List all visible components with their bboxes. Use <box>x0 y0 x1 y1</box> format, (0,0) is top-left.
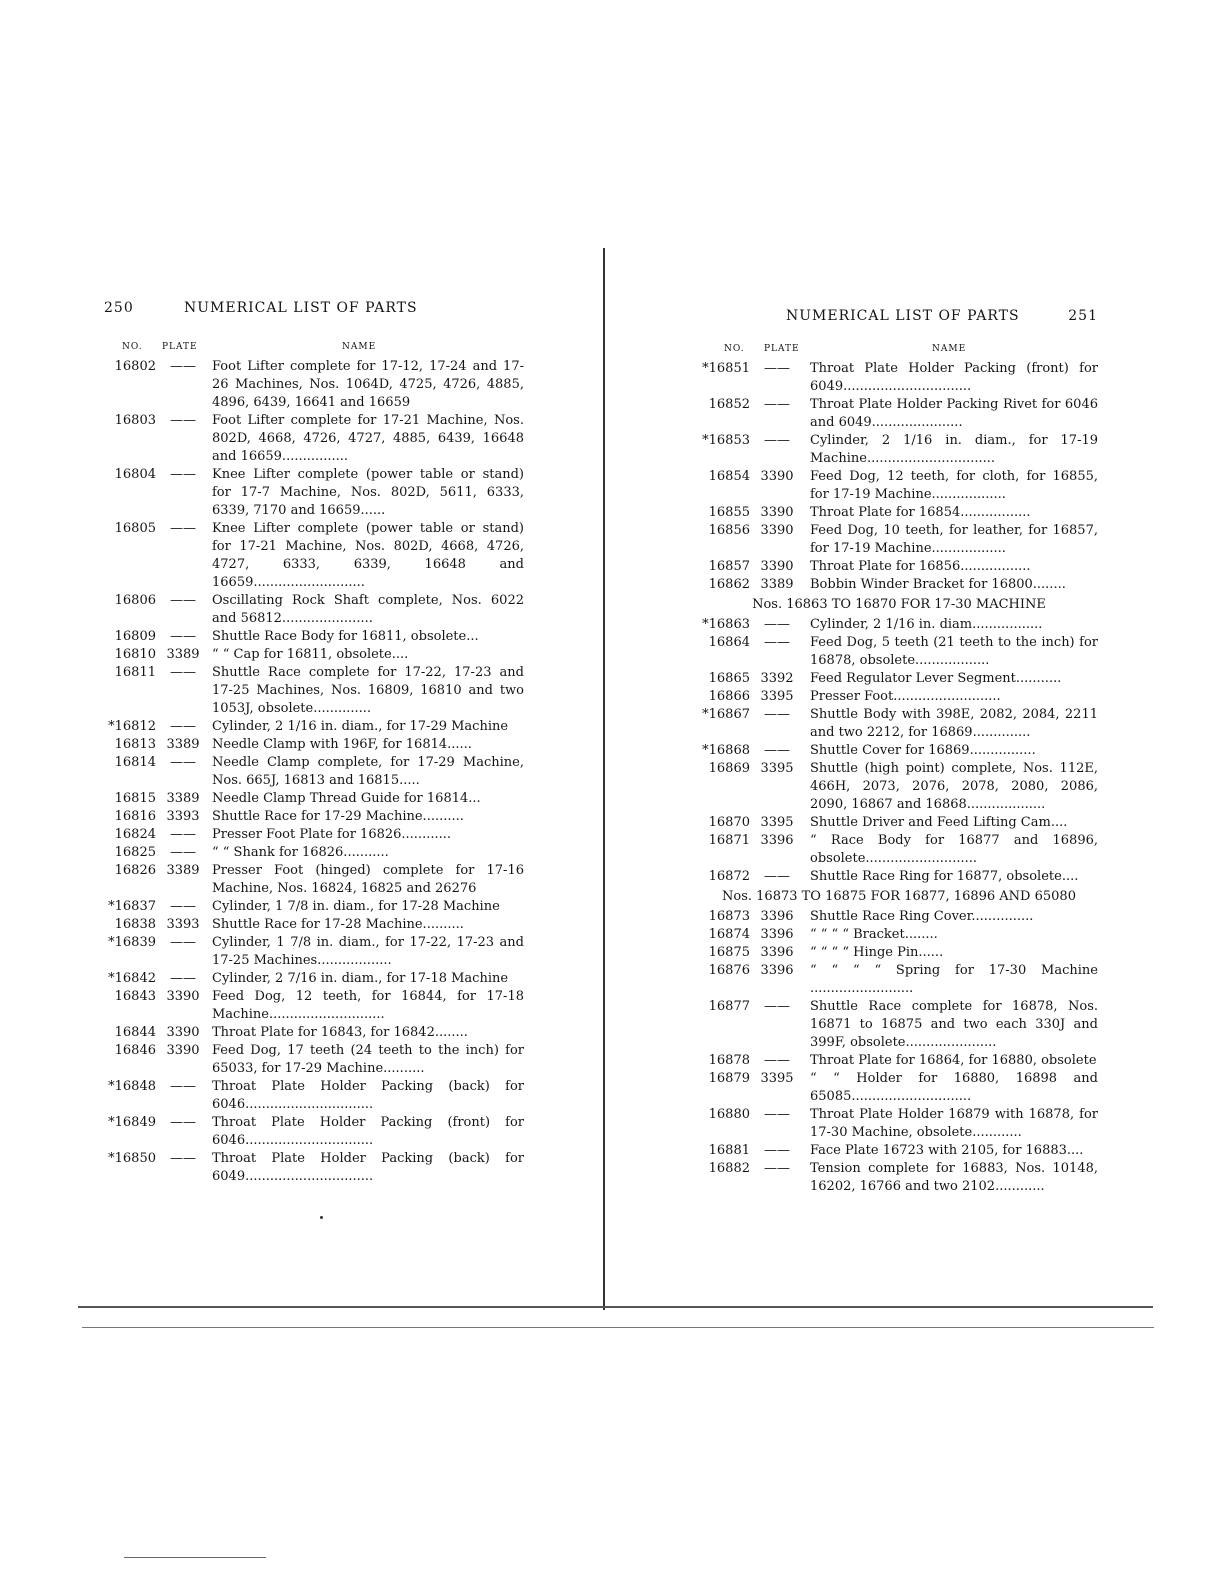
part-number: *16853 <box>702 433 750 448</box>
part-entry <box>700 1106 1098 1142</box>
plate-number: —— <box>170 629 196 644</box>
part-number: 16802 <box>114 359 156 374</box>
part-number: 16826 <box>114 863 156 878</box>
part-number: 16844 <box>114 1025 156 1040</box>
part-name: Feed Dog, 17 teeth (24 teeth to the inch) for 65033, for 17-29 Machine.......... <box>212 1043 524 1076</box>
plate-number: 3395 <box>760 689 794 704</box>
plate-number: —— <box>170 1079 196 1094</box>
part-name: Throat Plate Holder 16879 with 16878, for 17-30 Machine, obsolete............ <box>810 1107 1098 1140</box>
plate-number: 3395 <box>760 815 794 830</box>
part-name: Throat Plate Holder Packing (back) for 6049............................... <box>212 1151 524 1184</box>
plate-number: 3389 <box>166 647 200 662</box>
plate-number: —— <box>170 845 196 860</box>
part-name: Cylinder, 2 1/16 in. diam., for 17-19 Machine............................... <box>810 433 1098 466</box>
plate-number: 3390 <box>166 1025 200 1040</box>
part-entry <box>700 908 1098 926</box>
right-parts-list-3 <box>700 908 1098 1196</box>
col-plate-header: PLATE <box>764 344 800 354</box>
part-entry <box>700 522 1098 558</box>
part-name: Cylinder, 2 1/16 in. diam., for 17-29 Machine <box>212 719 509 734</box>
part-number: *16849 <box>108 1115 156 1130</box>
part-name: Shuttle Cover for 16869................ <box>810 743 1036 758</box>
part-number: *16868 <box>702 743 750 758</box>
part-number: 16874 <box>708 927 750 942</box>
plate-number: —— <box>764 1053 790 1068</box>
part-number: 16876 <box>708 963 750 978</box>
part-name: “ Race Body for 16877 and 16896, obsolete........................... <box>810 833 1098 866</box>
plate-number: 3393 <box>166 809 200 824</box>
part-entry <box>104 592 524 628</box>
plate-number: 3390 <box>760 505 794 520</box>
part-entry <box>104 412 524 466</box>
plate-number: 3390 <box>760 523 794 538</box>
part-number: *16842 <box>108 971 156 986</box>
part-name: Feed Dog, 12 teeth, for cloth, for 16855, for 17-19 Machine.................. <box>810 469 1098 502</box>
part-entry <box>104 970 524 988</box>
part-name: Needle Clamp complete, for 17-29 Machine, Nos. 665J, 16813 and 16815..... <box>212 755 524 788</box>
plate-number: —— <box>170 935 196 950</box>
part-number: *16848 <box>108 1079 156 1094</box>
part-number: 16865 <box>708 671 750 686</box>
part-entry <box>104 736 524 754</box>
plate-number: 3390 <box>166 989 200 1004</box>
part-name: Bobbin Winder Bracket for 16800........ <box>810 577 1066 592</box>
part-name: Shuttle Race complete for 16878, Nos. 16871 to 16875 and two each 330J and 399F, obsolete...................... <box>810 999 1098 1050</box>
part-entry <box>104 520 524 592</box>
part-entry <box>700 504 1098 522</box>
part-entry <box>104 1024 524 1042</box>
right-parts-list-1 <box>700 360 1098 594</box>
part-name: Presser Foot (hinged) complete for 17-16 Machine, Nos. 16824, 16825 and 26276 <box>212 863 524 896</box>
part-number: 16824 <box>114 827 156 842</box>
col-plate-header: PLATE <box>162 342 198 352</box>
part-number: *16837 <box>108 899 156 914</box>
part-entry <box>700 760 1098 814</box>
part-number: 16803 <box>114 413 156 428</box>
part-entry <box>700 558 1098 576</box>
part-number: 16816 <box>114 809 156 824</box>
part-entry <box>104 934 524 970</box>
plate-number: —— <box>764 361 790 376</box>
part-entry <box>700 962 1098 998</box>
part-name: “ “ “ “ Spring for 17-30 Machine ......................... <box>810 963 1098 996</box>
left-parts-list <box>104 358 524 1186</box>
plate-number: —— <box>764 1143 790 1158</box>
part-entry <box>700 1160 1098 1196</box>
plate-number: 3390 <box>760 469 794 484</box>
part-number: 16855 <box>708 505 750 520</box>
part-name: Throat Plate for 16843, for 16842........ <box>212 1025 468 1040</box>
part-entry <box>700 634 1098 670</box>
part-entry <box>700 616 1098 634</box>
part-number: 16873 <box>708 909 750 924</box>
left-page-number: 250 <box>104 300 134 316</box>
part-name: Feed Dog, 12 teeth, for 16844, for 17-18 Machine............................ <box>212 989 524 1022</box>
plate-number: —— <box>764 635 790 650</box>
plate-number: —— <box>170 1151 196 1166</box>
part-name: Cylinder, 1 7/8 in. diam., for 17-22, 17-23 and 17-25 Machines.................. <box>212 935 524 968</box>
right-parts-list-2 <box>700 616 1098 886</box>
plate-number: —— <box>170 755 196 770</box>
part-name: Presser Foot Plate for 16826............ <box>212 827 451 842</box>
part-name: “ “ “ “ Hinge Pin...... <box>810 945 944 960</box>
part-entry <box>104 790 524 808</box>
part-name: Cylinder, 1 7/8 in. diam., for 17-28 Machine <box>212 899 500 914</box>
part-entry <box>700 944 1098 962</box>
right-page-header <box>700 308 1098 336</box>
part-entry <box>700 1052 1098 1070</box>
part-number: 16805 <box>114 521 156 536</box>
part-number: *16850 <box>108 1151 156 1166</box>
part-entry <box>700 670 1098 688</box>
part-name: Cylinder, 2 7/16 in. diam., for 17-18 Machine <box>212 971 509 986</box>
part-number: 16806 <box>114 593 156 608</box>
part-name: Shuttle Race for 17-28 Machine.......... <box>212 917 464 932</box>
part-name: Shuttle Race Ring for 16877, obsolete.... <box>810 869 1079 884</box>
part-number: 16813 <box>114 737 156 752</box>
part-entry <box>104 466 524 520</box>
part-entry <box>700 396 1098 432</box>
part-entry <box>700 1142 1098 1160</box>
part-number: 16843 <box>114 989 156 1004</box>
col-name-header: NAME <box>342 342 377 352</box>
part-name: Feed Regulator Lever Segment........... <box>810 671 1062 686</box>
plate-number: —— <box>764 617 790 632</box>
part-number: 16881 <box>708 1143 750 1158</box>
part-entry <box>700 468 1098 504</box>
plate-number: —— <box>764 397 790 412</box>
part-number: 16880 <box>708 1107 750 1122</box>
left-page <box>104 300 524 1186</box>
part-number: 16870 <box>708 815 750 830</box>
part-name: Shuttle Race complete for 17-22, 17-23 and 17-25 Machines, Nos. 16809, 16810 and two 1053J, obsolete.............. <box>212 665 524 716</box>
part-name: Throat Plate for 16856................. <box>810 559 1031 574</box>
part-number: *16867 <box>702 707 750 722</box>
part-number: 16866 <box>708 689 750 704</box>
plate-number: 3392 <box>760 671 794 686</box>
plate-number: 3389 <box>166 863 200 878</box>
part-entry <box>700 814 1098 832</box>
right-page-title: NUMERICAL LIST OF PARTS <box>786 308 1020 324</box>
part-entry <box>700 926 1098 944</box>
right-page <box>700 300 1098 1196</box>
col-no-header: NO. <box>122 342 143 352</box>
part-entry <box>700 432 1098 468</box>
part-number: 16864 <box>708 635 750 650</box>
part-entry <box>700 360 1098 396</box>
part-number: 16869 <box>708 761 750 776</box>
plate-number: 3396 <box>760 945 794 960</box>
part-entry <box>104 988 524 1024</box>
part-number: 16810 <box>114 647 156 662</box>
part-number: 16875 <box>708 945 750 960</box>
plate-number: 3396 <box>760 927 794 942</box>
part-name: Knee Lifter complete (power table or stand) for 17-21 Machine, Nos. 802D, 4668, 4726, 4727, 6333, 6339, 16648 and 16659........................... <box>212 521 524 590</box>
plate-number: —— <box>170 1115 196 1130</box>
plate-number: 3395 <box>760 1071 794 1086</box>
plate-number: 3393 <box>166 917 200 932</box>
part-number: 16862 <box>708 577 750 592</box>
part-number: 16877 <box>708 999 750 1014</box>
part-number: 16856 <box>708 523 750 538</box>
part-entry <box>104 1114 524 1150</box>
part-entry <box>104 808 524 826</box>
bottom-rule-secondary <box>82 1327 1154 1328</box>
part-number: 16852 <box>708 397 750 412</box>
plate-number: 3389 <box>166 737 200 752</box>
part-number: *16839 <box>108 935 156 950</box>
part-entry <box>700 868 1098 886</box>
part-name: Cylinder, 2 1/16 in. diam................. <box>810 617 1043 632</box>
part-entry <box>700 998 1098 1052</box>
part-number: 16825 <box>114 845 156 860</box>
part-number: 16814 <box>114 755 156 770</box>
plate-number: 3396 <box>760 909 794 924</box>
part-entry <box>700 706 1098 742</box>
part-number: 16872 <box>708 869 750 884</box>
part-entry <box>700 1070 1098 1106</box>
part-entry <box>104 862 524 898</box>
part-number: 16854 <box>708 469 750 484</box>
part-entry <box>104 1042 524 1078</box>
part-name: “ “ Shank for 16826........... <box>212 845 389 860</box>
part-number: 16879 <box>708 1071 750 1086</box>
plate-number: —— <box>170 413 196 428</box>
part-number: *16851 <box>702 361 750 376</box>
part-number: 16846 <box>114 1043 156 1058</box>
part-entry <box>700 688 1098 706</box>
plate-number: 3395 <box>760 761 794 776</box>
section-heading-1: Nos. 16863 TO 16870 FOR 17-30 MACHINE <box>752 597 1046 612</box>
plate-number: 3389 <box>166 791 200 806</box>
part-name: Foot Lifter complete for 17-21 Machine, Nos. 802D, 4668, 4726, 4727, 4885, 6439, 16648 and 16659................ <box>212 413 524 464</box>
blue-underline-mark <box>124 1557 266 1558</box>
part-number: 16857 <box>708 559 750 574</box>
plate-number: —— <box>764 999 790 1014</box>
part-name: Throat Plate Holder Packing (front) for 6049............................... <box>810 361 1098 394</box>
plate-number: —— <box>170 899 196 914</box>
col-no-header: NO. <box>724 344 745 354</box>
part-entry <box>700 832 1098 868</box>
plate-number: —— <box>170 521 196 536</box>
part-name: Knee Lifter complete (power table or stand) for 17-7 Machine, Nos. 802D, 5611, 6333, 6339, 7170 and 16659...... <box>212 467 524 518</box>
part-name: Throat Plate Holder Packing (back) for 6046............................... <box>212 1079 524 1112</box>
plate-number: —— <box>764 433 790 448</box>
plate-number: —— <box>764 743 790 758</box>
plate-number: —— <box>764 1161 790 1176</box>
part-entry <box>104 718 524 736</box>
part-name: Oscillating Rock Shaft complete, Nos. 6022 and 56812...................... <box>212 593 524 626</box>
part-number: 16804 <box>114 467 156 482</box>
part-number: 16811 <box>114 665 156 680</box>
part-name: Foot Lifter complete for 17-12, 17-24 and 17-26 Machines, Nos. 1064D, 4725, 4726, 4885, 4896, 6439, 16641 and 16659 <box>212 359 524 410</box>
left-page-header <box>104 300 524 328</box>
part-name: Feed Dog, 5 teeth (21 teeth to the inch) for 16878, obsolete.................. <box>810 635 1098 668</box>
plate-number: —— <box>170 719 196 734</box>
left-column-headers <box>104 342 524 358</box>
part-name: Throat Plate Holder Packing (front) for 6046............................... <box>212 1115 524 1148</box>
part-name: Needle Clamp with 196F, for 16814...... <box>212 737 472 752</box>
part-name: Feed Dog, 10 teeth, for leather, for 16857, for 17-19 Machine.................. <box>810 523 1098 556</box>
part-entry <box>104 1150 524 1186</box>
bottom-rule <box>78 1306 1153 1308</box>
part-entry <box>104 664 524 718</box>
part-name: Presser Foot.......................... <box>810 689 1001 704</box>
plate-number: —— <box>170 359 196 374</box>
part-name: Shuttle Race Body for 16811, obsolete... <box>212 629 479 644</box>
part-name: Face Plate 16723 with 2105, for 16883.... <box>810 1143 1084 1158</box>
plate-number: 3396 <box>760 833 794 848</box>
part-name: Shuttle (high point) complete, Nos. 112E, 466H, 2073, 2076, 2078, 2080, 2086, 2090, 16867 and 16868................... <box>810 761 1098 812</box>
plate-number: —— <box>170 593 196 608</box>
plate-number: 3396 <box>760 963 794 978</box>
left-page-title: NUMERICAL LIST OF PARTS <box>184 300 418 316</box>
plate-number: 3389 <box>760 577 794 592</box>
plate-number: —— <box>764 1107 790 1122</box>
part-number: *16812 <box>108 719 156 734</box>
stray-dot <box>320 1216 323 1219</box>
part-name: “ “ “ “ Bracket........ <box>810 927 938 942</box>
part-entry <box>104 1078 524 1114</box>
part-number: 16815 <box>114 791 156 806</box>
plate-number: 3390 <box>760 559 794 574</box>
part-entry <box>700 576 1098 594</box>
part-name: Throat Plate for 16864, for 16880, obsolete <box>810 1053 1097 1068</box>
part-name: Shuttle Driver and Feed Lifting Cam.... <box>810 815 1068 830</box>
part-name: Needle Clamp Thread Guide for 16814... <box>212 791 481 806</box>
part-entry <box>104 844 524 862</box>
part-entry <box>104 916 524 934</box>
part-entry <box>104 358 524 412</box>
plate-number: —— <box>764 707 790 722</box>
part-number: 16838 <box>114 917 156 932</box>
part-number: 16871 <box>708 833 750 848</box>
part-name: Throat Plate for 16854................. <box>810 505 1031 520</box>
part-name: Tension complete for 16883, Nos. 10148, 16202, 16766 and two 2102............ <box>810 1161 1098 1194</box>
part-number: 16809 <box>114 629 156 644</box>
part-entry <box>104 646 524 664</box>
col-name-header: NAME <box>932 344 967 354</box>
part-entry <box>104 628 524 646</box>
part-entry <box>104 826 524 844</box>
section-heading-2: Nos. 16873 TO 16875 FOR 16877, 16896 AND 65080 <box>722 889 1076 904</box>
plate-number: 3390 <box>166 1043 200 1058</box>
part-number: *16863 <box>702 617 750 632</box>
plate-number: —— <box>170 467 196 482</box>
right-column-headers <box>700 344 1098 360</box>
plate-number: —— <box>170 971 196 986</box>
page-gutter-line <box>603 248 605 1310</box>
plate-number: —— <box>170 665 196 680</box>
part-entry <box>104 754 524 790</box>
part-name: Throat Plate Holder Packing Rivet for 6046 and 6049...................... <box>810 397 1098 430</box>
right-page-number: 251 <box>1068 308 1098 324</box>
plate-number: —— <box>764 869 790 884</box>
part-name: Shuttle Race for 17-29 Machine.......... <box>212 809 464 824</box>
part-entry <box>700 742 1098 760</box>
plate-number: —— <box>170 827 196 842</box>
part-entry <box>104 898 524 916</box>
part-number: 16882 <box>708 1161 750 1176</box>
part-name: “ “ Holder for 16880, 16898 and 65085............................. <box>810 1071 1098 1104</box>
part-name: “ “ Cap for 16811, obsolete.... <box>212 647 409 662</box>
part-number: 16878 <box>708 1053 750 1068</box>
part-name: Shuttle Body with 398E, 2082, 2084, 2211 and two 2212, for 16869.............. <box>810 707 1098 740</box>
part-name: Shuttle Race Ring Cover............... <box>810 909 1034 924</box>
